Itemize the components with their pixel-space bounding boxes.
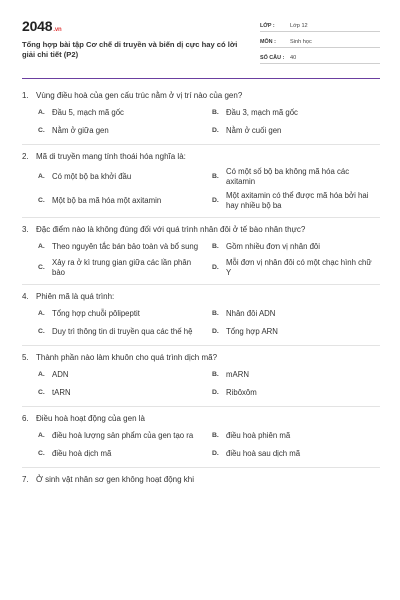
option-text: Nằm ở giữa gen [52,126,109,135]
question-item [22,148,380,218]
option-text: Duy trì thông tin di truyền qua các thế hệ [52,327,193,336]
option-letter: D. [212,264,219,271]
option-text: Xảy ra ở kì trung gian giữa các lần phân bào [52,258,192,277]
option-letter: D. [212,450,219,457]
question-divider [22,345,380,346]
option-text: điều hoà phiên mã [226,431,291,440]
option-text: tARN [52,388,71,397]
answer-option[interactable] [212,366,386,384]
option-text: Có một bộ ba khởi đầu [52,172,132,181]
answer-option[interactable] [38,165,212,189]
question-item [22,349,380,407]
question-divider [22,217,380,218]
option-letter: D. [212,328,219,335]
answer-options [22,165,380,213]
answer-option[interactable] [38,305,212,323]
question-stem [22,221,380,235]
answer-option[interactable] [212,323,386,341]
option-letter: A. [38,432,45,439]
question-list [22,87,380,485]
meta-row-subject [260,36,380,48]
option-letter: C. [38,127,45,134]
option-letter: B. [212,371,219,378]
option-letter: A. [38,243,45,250]
question-stem [22,148,380,162]
question-text: Vùng điều hoà của gen cấu trúc nằm ở vị trí nào của gen? [36,91,243,100]
option-text: ADN [52,370,69,379]
option-letter: C. [38,197,45,204]
answer-options [22,238,380,280]
question-number: 2. [22,152,29,161]
option-text: Đầu 3, mạch mã gốc [226,108,298,117]
header-divider [22,78,380,79]
answer-option[interactable] [212,104,386,122]
option-text: Ribôxôm [226,388,257,397]
option-text: mARN [226,370,249,379]
header-left [22,18,240,68]
option-letter: B. [212,173,219,180]
answer-option[interactable] [38,445,212,463]
answer-option[interactable] [38,256,212,280]
question-stem [22,471,380,485]
option-text: điều hoà sau dịch mã [226,449,301,458]
question-item [22,87,380,145]
option-text: Một axitamin có thể được mã hóa bởi hai hay nhiều bộ ba [226,191,369,210]
option-letter: B. [212,109,219,116]
answer-option[interactable] [38,384,212,402]
question-text: Ở sinh vật nhân sơ gen không hoạt động khi [36,475,194,484]
question-text: Đặc điểm nào là không đúng đối với quá trình nhân đôi ở tế bào nhân thực? [36,225,306,234]
meta-label: LỚP : [260,22,275,29]
option-text: Tổng hợp chuỗi pôlipeptit [52,309,140,318]
answer-option[interactable] [38,427,212,445]
question-item [22,288,380,346]
answer-option[interactable] [212,384,386,402]
answer-option[interactable] [212,122,386,140]
meta-row-count [260,52,380,64]
option-letter: A. [38,371,45,378]
option-text: Một bộ ba mã hóa một axitamin [52,196,162,205]
answer-options [22,366,380,402]
option-text: Tổng hợp ARN [226,327,278,336]
answer-options [22,305,380,341]
site-logo[interactable] [22,18,240,34]
option-letter: A. [38,173,45,180]
meta-row-class [260,20,380,32]
option-text: Gồm nhiều đơn vị nhân đôi [226,242,320,251]
answer-option[interactable] [212,427,386,445]
question-stem [22,87,380,101]
logo-main: 2048 [22,18,53,34]
question-divider [22,467,380,468]
answer-option[interactable] [212,305,386,323]
answer-option[interactable] [38,104,212,122]
option-letter: B. [212,243,219,250]
question-divider [22,284,380,285]
question-item [22,471,380,485]
answer-option[interactable] [38,366,212,384]
meta-label: SỐ CÂU : [260,54,285,61]
option-text: Theo nguyên tắc bán bảo toàn và bổ sung [52,242,199,251]
option-text: Mỗi đơn vị nhân đôi có một chạc hình chữ Y [226,258,372,277]
option-letter: D. [212,389,219,396]
option-letter: D. [212,197,219,204]
question-number: 7. [22,475,29,484]
question-item [22,410,380,468]
answer-option[interactable] [212,238,386,256]
answer-option[interactable] [212,165,386,189]
answer-option[interactable] [38,323,212,341]
question-text: Mã di truyền mang tính thoái hóa nghĩa là: [36,152,186,161]
question-text: Điều hoà hoạt động của gen là [36,414,145,423]
answer-options [22,104,380,140]
question-divider [22,144,380,145]
option-letter: C. [38,264,45,271]
question-divider [22,406,380,407]
logo-suffix: .vn [53,27,62,33]
answer-option[interactable] [38,122,212,140]
option-letter: A. [38,109,45,116]
option-text: Nằm ở cuối gen [226,126,282,135]
question-stem [22,288,380,302]
option-text: điều hoà dịch mã [52,449,112,458]
option-letter: C. [38,328,45,335]
question-number: 5. [22,353,29,362]
option-text: Có một số bộ ba không mã hóa các axitamin [226,167,350,186]
answer-option[interactable] [38,189,212,213]
question-text: Phiên mã là quá trình: [36,292,115,301]
option-letter: D. [212,127,219,134]
document-meta [260,20,380,68]
meta-value: Sinh học [290,38,312,45]
question-text: Thành phần nào làm khuôn cho quá trình dịch mã? [36,353,218,362]
option-text: Nhân đôi ADN [226,309,276,318]
option-text: điều hoà lượng sản phẩm của gen tạo ra [52,431,194,440]
answer-option[interactable] [38,238,212,256]
option-letter: C. [38,450,45,457]
answer-option[interactable] [212,256,386,280]
question-number: 6. [22,414,29,423]
answer-option[interactable] [212,445,386,463]
question-stem [22,349,380,363]
document-title: Tổng hợp bài tập Cơ chế di truyền và biến dị cực hay có lời giải chi tiết (P2) [22,40,238,59]
question-number: 1. [22,91,29,100]
option-letter: B. [212,432,219,439]
meta-value: Lớp 12 [290,22,308,29]
question-number: 3. [22,225,29,234]
document-header [22,18,380,68]
question-number: 4. [22,292,29,301]
meta-label: MÔN : [260,38,276,45]
option-letter: A. [38,310,45,317]
answer-options [22,427,380,463]
question-item [22,221,380,285]
answer-option[interactable] [212,189,386,213]
option-text: Đầu 5, mạch mã gốc [52,108,124,117]
option-letter: B. [212,310,219,317]
option-letter: C. [38,389,45,396]
meta-value: 40 [290,54,297,61]
question-stem [22,410,380,424]
